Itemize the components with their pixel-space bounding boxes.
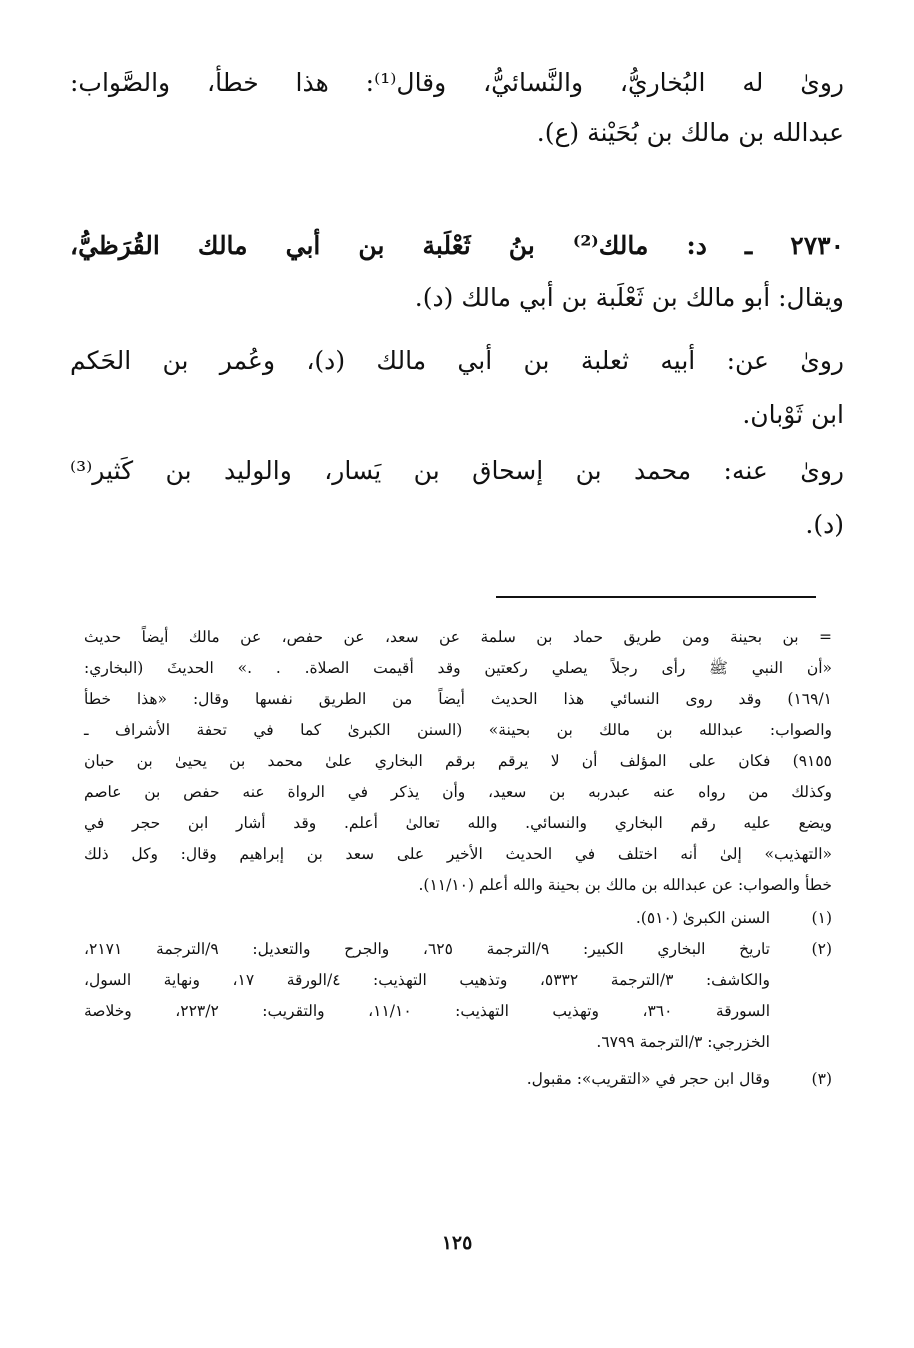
footnote-line: = بن بحينة ومن طريق حماد بن سلمة عن سعد، عن حفص، عن مالك أيضاً حديث xyxy=(84,628,832,646)
narrated-from-section xyxy=(70,334,844,442)
footnote-number: (١) xyxy=(811,909,832,927)
page-number: ١٢٥ xyxy=(441,1232,473,1254)
footnote-line: وكذلك من رواه عنه عبدربه بن سعيد، وأن يذكر في الرواة عنه حفص بن عاصم xyxy=(84,783,832,801)
text-line: عبدالله بن مالك بن بُحَيْنة (ع). xyxy=(536,118,844,147)
footnote-separator xyxy=(496,596,816,598)
footnote-line: «التهذيب» إلیٰ أنه اختلف في الحديث الأخير علی سعد بن إبراهيم وقال: وكل ذلك xyxy=(84,845,832,863)
footnote-line: تاريخ البخاري الكبير: ٩/الترجمة ٦٢٥، والجرح والتعديل: ٩/الترجمة ٢١٧١، xyxy=(84,940,770,958)
text-line: رویٰ له البُخاريُّ، والنَّسائيُّ، وقال⁽¹⁾: هذا خطأ، والصَّواب: xyxy=(70,68,844,97)
footnote-line: الخزرجي: ٣/الترجمة ٦٧٩٩. xyxy=(596,1033,770,1051)
text-line: ابن ثَوْبان. xyxy=(742,400,844,429)
footnote-2 xyxy=(84,934,832,1058)
footnote-line: السنن الكبریٰ (٥١٠). xyxy=(635,909,770,927)
text-line: (د). xyxy=(805,510,844,539)
footnote-number: (٣) xyxy=(811,1070,832,1088)
entry-heading xyxy=(70,220,844,324)
text-line: رویٰ عن: أبيه ثعلبة بن أبي مالك (د)، وعُمر بن الحَكم xyxy=(70,346,844,375)
footnote-line: ٩١٥٥) فكان علی المؤلف أن لا يرقم برقم البخاري علیٰ محمد بن يحيیٰ بن حبان xyxy=(84,752,832,770)
paragraph-previous-entry-end xyxy=(70,58,844,158)
narrators-from-him-section xyxy=(70,444,844,552)
footnote-number: (٢) xyxy=(811,940,832,958)
text-line: رویٰ عنه: محمد بن إسحاق بن يَسار، والوليد بن كَثير⁽³⁾ xyxy=(70,456,844,485)
footnote-line: ١٦٩/١) وقد روی النسائي هذا الحديث أيضاً من الطريق نفسها وقال: «هذا خطأ xyxy=(84,690,832,708)
footnote-line: خطأ والصواب: عن عبدالله بن مالك بن بحينة والله أعلم (١١/١٠). xyxy=(418,876,832,894)
footnote-line: ويضع عليه رقم البخاري والنسائي. والله تعالیٰ أعلم. وقد أشار ابن حجر في xyxy=(84,814,832,832)
footnote-line: السورقة ٣٦٠، وتهذيب التهذيب: ١١/١٠، والتقريب: ٢٢٣/٢، وخلاصة xyxy=(84,1002,771,1020)
footnote-continuation xyxy=(84,622,832,901)
text-line: ويقال: أبو مالك بن ثَعْلَبة بن أبي مالك (د). xyxy=(414,283,844,312)
footnote-1 xyxy=(84,903,832,934)
footnotes xyxy=(84,622,832,1095)
footnote-line: والكاشف: ٣/الترجمة ٥٣٣٢، وتذهيب التهذيب: ٤/الورقة ١٧، ونهاية السول، xyxy=(84,971,770,989)
footnote-line: وقال ابن حجر في «التقريب»: مقبول. xyxy=(526,1070,770,1088)
footnote-3 xyxy=(84,1064,832,1095)
footnote-line: «أن النبي ﷺ رأی رجلاً يصلي ركعتين وقد أقيمت الصلاة. . .» الحديثَ (البخاري: xyxy=(84,659,832,677)
footnote-line: والصواب: عبدالله بن مالك بن بحينة» (السنن الكبریٰ كما في تحفة الأشراف ـ xyxy=(84,721,832,739)
entry-title-line: ٢٧٣٠ ـ د: مالك⁽²⁾ بنُ ثَعْلَبة بن أبي مالك القُرَظيُّ، xyxy=(70,231,845,260)
